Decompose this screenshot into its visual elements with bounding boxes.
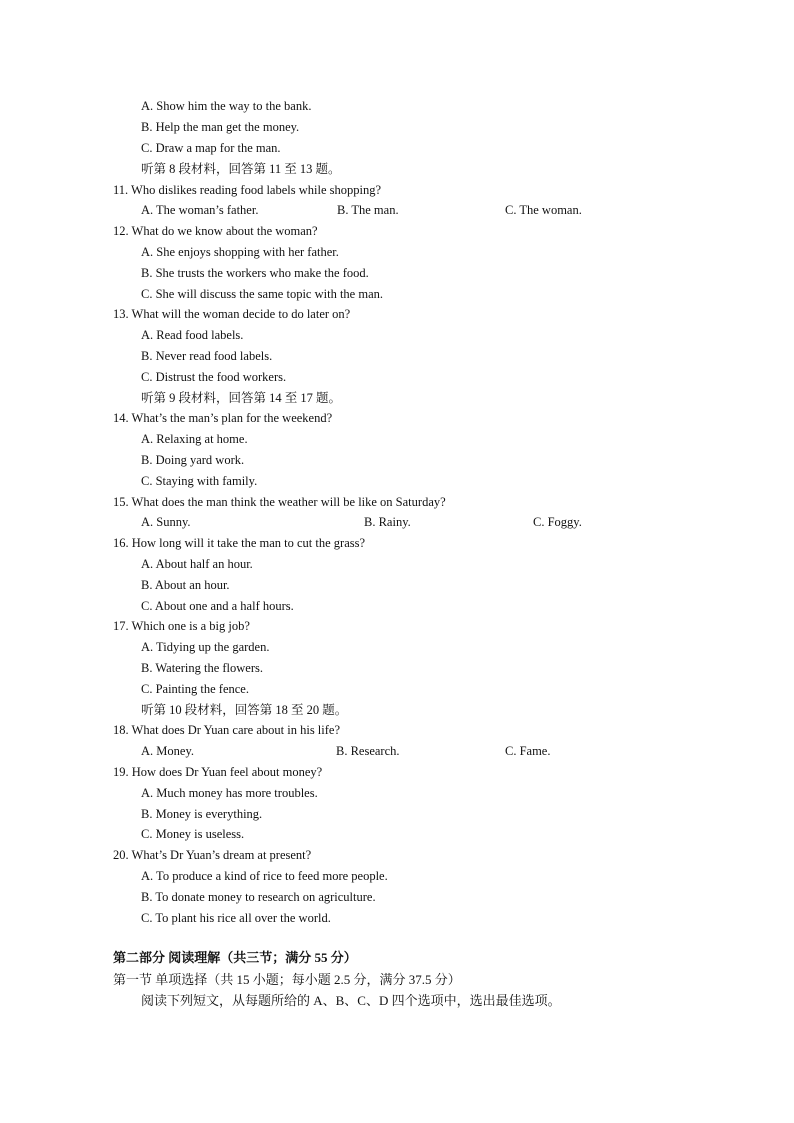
section-instruction-8: 听第 8 段材料，回答第 11 至 13 题。 — [141, 162, 341, 176]
question-18: 18. What does Dr Yuan care about in his life? — [113, 723, 341, 737]
q17-option-a: A. Tidying up the garden. — [141, 640, 270, 654]
q17-option-c: C. Painting the fence. — [141, 682, 249, 696]
q12-option-b: B. She trusts the workers who make the food. — [141, 266, 369, 280]
q17-option-b: B. Watering the flowers. — [141, 661, 263, 675]
q15-option-c: C. Foggy. — [533, 515, 582, 529]
q13-option-b: B. Never read food labels. — [141, 349, 273, 363]
question-11: 11. Who dislikes reading food labels while shopping? — [113, 183, 382, 197]
q19-option-a: A. Much money has more troubles. — [141, 786, 318, 800]
q16-option-a: A. About half an hour. — [141, 557, 253, 571]
option-c: C. Draw a map for the man. — [141, 141, 281, 155]
q20-option-c: C. To plant his rice all over the world. — [141, 911, 331, 925]
q13-option-c: C. Distrust the food workers. — [141, 370, 287, 384]
question-17: 17. Which one is a big job? — [113, 619, 250, 633]
part2-section1-heading: 第一节 单项选择（共 15 小题；每小题 2.5 分，满分 37.5 分） — [113, 972, 461, 987]
q18-option-a: A. Money. — [141, 744, 195, 758]
q12-option-c: C. She will discuss the same topic with the man. — [141, 287, 383, 301]
question-14: 14. What’s the man’s plan for the weekend? — [113, 411, 333, 425]
question-20: 20. What’s Dr Yuan’s dream at present? — [113, 848, 312, 862]
q14-option-a: A. Relaxing at home. — [141, 432, 248, 446]
q18-option-b: B. Research. — [336, 744, 400, 758]
q11-option-c: C. The woman. — [505, 203, 582, 217]
q19-option-c: C. Money is useless. — [141, 827, 245, 841]
question-13: 13. What will the woman decide to do later on? — [113, 307, 351, 321]
option-b: B. Help the man get the money. — [141, 120, 300, 134]
section-instruction-10: 听第 10 段材料，回答第 18 至 20 题。 — [141, 703, 348, 717]
q19-option-b: B. Money is everything. — [141, 807, 263, 821]
q16-option-b: B. About an hour. — [141, 578, 230, 592]
q11-option-a: A. The woman’s father. — [141, 203, 259, 217]
question-12: 12. What do we know about the woman? — [113, 224, 318, 238]
section-instruction-9: 听第 9 段材料，回答第 14 至 17 题。 — [141, 391, 342, 405]
question-16: 16. How long will it take the man to cut the grass? — [113, 536, 366, 550]
part2-title: 第二部分 阅读理解（共三节；满分 55 分） — [113, 950, 357, 965]
q16-option-c: C. About one and a half hours. — [141, 599, 294, 613]
q20-option-b: B. To donate money to research on agriculture. — [141, 890, 376, 904]
q14-option-c: C. Staying with family. — [141, 474, 258, 488]
q18-option-c: C. Fame. — [505, 744, 551, 758]
question-15: 15. What does the man think the weather will be like on Saturday? — [113, 495, 446, 509]
question-19: 19. How does Dr Yuan feel about money? — [113, 765, 323, 779]
q11-option-b: B. The man. — [337, 203, 399, 217]
q12-option-a: A. She enjoys shopping with her father. — [141, 245, 339, 259]
q14-option-b: B. Doing yard work. — [141, 453, 245, 467]
q13-option-a: A. Read food labels. — [141, 328, 244, 342]
q15-option-a: A. Sunny. — [141, 515, 191, 529]
part2-instruction: 阅读下列短文，从每题所给的 A、B、C、D 四个选项中，选出最佳选项。 — [141, 993, 561, 1008]
q20-option-a: A. To produce a kind of rice to feed more people. — [141, 869, 388, 883]
option-a: A. Show him the way to the bank. — [141, 99, 312, 113]
q15-option-b: B. Rainy. — [364, 515, 411, 529]
